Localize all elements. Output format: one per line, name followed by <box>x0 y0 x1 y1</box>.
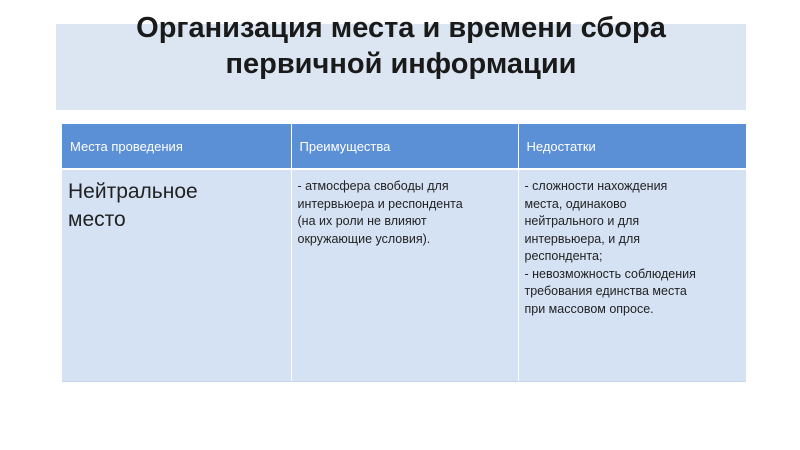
place-line-1: Нейтральное <box>68 180 198 203</box>
header-places: Места проведения <box>62 124 291 169</box>
disadvantages-line: - невозможность соблюдения <box>524 266 696 281</box>
title-line-2: первичной информации <box>225 48 577 80</box>
header-disadvantages: Недостатки <box>518 124 746 169</box>
table-row <box>62 169 746 381</box>
table-header-row <box>62 124 746 169</box>
comparison-table <box>62 124 746 381</box>
cell-advantages <box>291 169 518 381</box>
cell-place <box>62 169 291 381</box>
table-bottom-divider <box>62 381 746 382</box>
place-line-2: место <box>68 208 126 231</box>
advantages-line: (на их роли не влияют <box>297 214 427 228</box>
advantages-line: интервьюера и респондента <box>297 196 463 211</box>
advantages-line: - атмосфера свободы для <box>297 179 449 193</box>
disadvantages-line: интервьюера, и для <box>524 231 641 246</box>
cell-disadvantages <box>518 169 746 381</box>
disadvantages-line: - сложности нахождения <box>524 179 668 193</box>
disadvantages-line: нейтрального и для <box>524 214 640 228</box>
disadvantages-line: места, одинаково <box>524 196 627 211</box>
slide-title <box>56 10 746 82</box>
header-advantages: Преимущества <box>291 124 518 169</box>
title-line-1: Организация места и времени сбора <box>136 12 666 44</box>
disadvantages-line: требования единства места <box>524 284 687 298</box>
disadvantages-line: респондента; <box>524 249 603 263</box>
disadvantages-line: при массовом опросе. <box>524 301 654 316</box>
advantages-line: окружающие условия). <box>297 231 431 246</box>
